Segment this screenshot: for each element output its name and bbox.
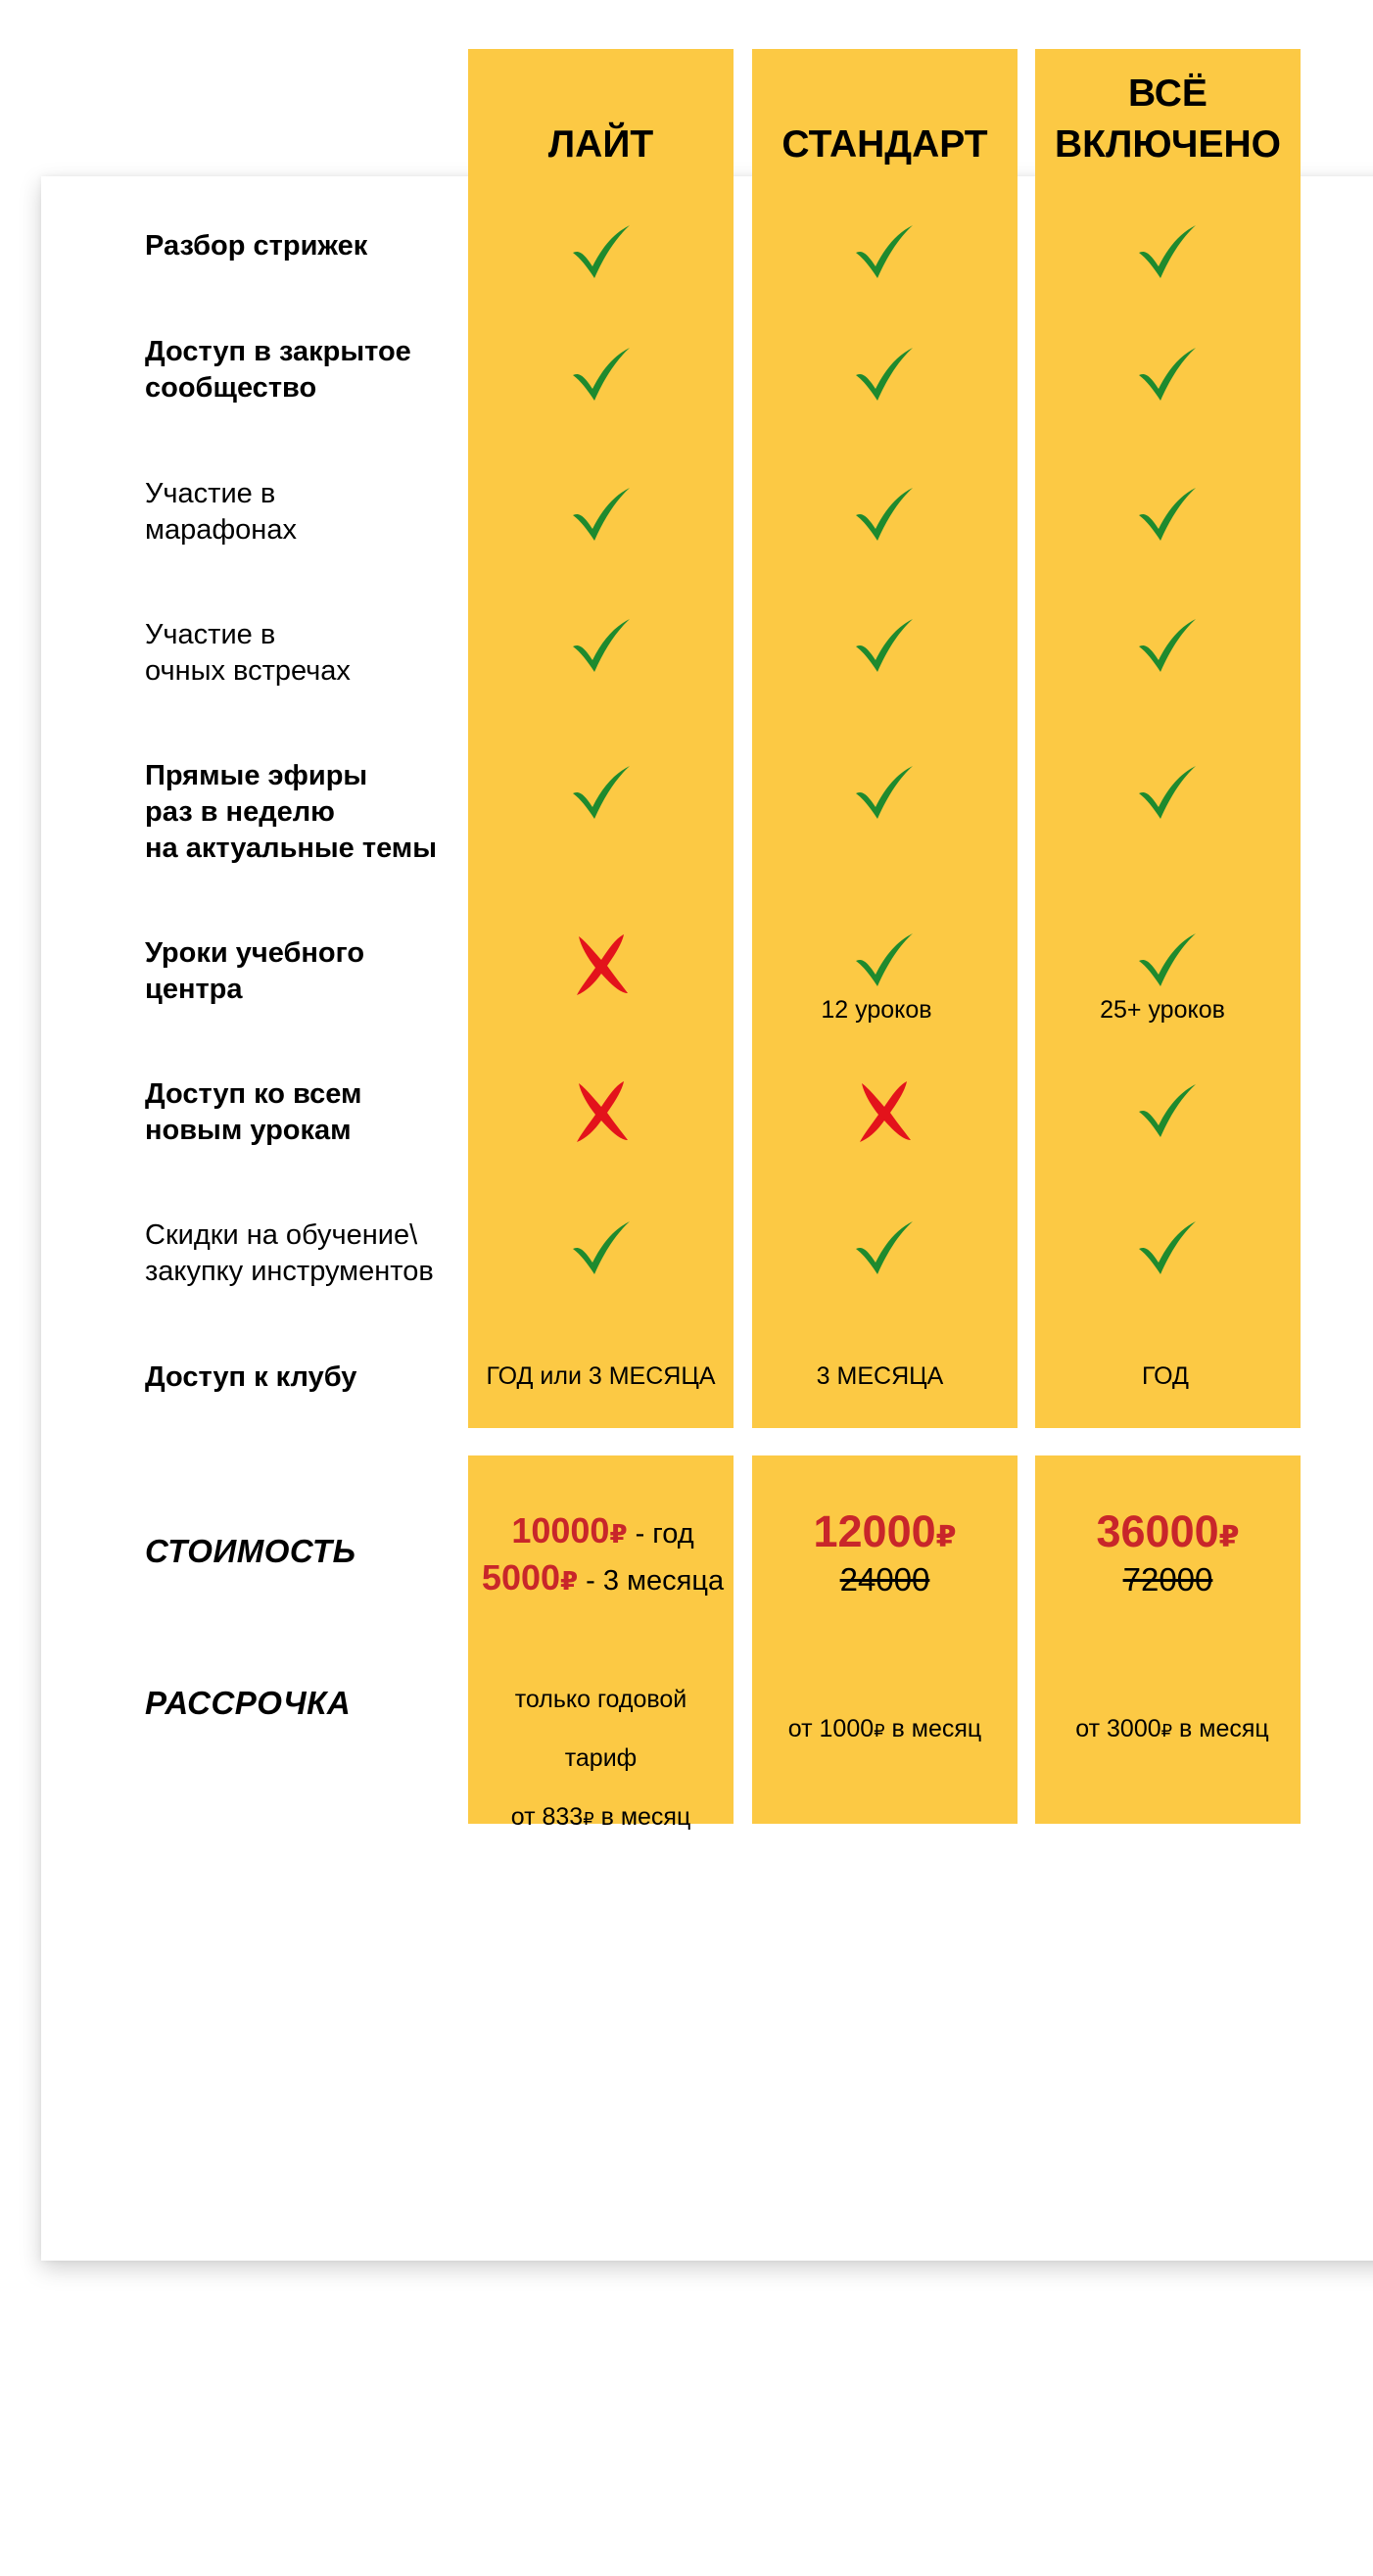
- installment-all-inclusive: [1035, 1685, 1309, 1745]
- price-value: 5000: [481, 1557, 561, 1598]
- price-all-inclusive: [1035, 1506, 1301, 1568]
- check-icon: [1137, 1219, 1198, 1278]
- check-icon: [854, 931, 915, 990]
- lessons-note-all-inclusive: 25+ уроков: [1100, 996, 1225, 1024]
- check-icon: [571, 223, 632, 282]
- check-icon: [1137, 617, 1198, 676]
- check-icon: [1137, 486, 1198, 545]
- check-icon: [571, 764, 632, 823]
- access-value-all-inclusive: ГОД: [1142, 1362, 1189, 1390]
- feature-label: Доступ в закрытое сообщество: [145, 336, 411, 404]
- check-icon: [1137, 764, 1198, 823]
- installment-amount: от 1000: [787, 1715, 875, 1742]
- check-icon: [854, 1219, 915, 1278]
- access-value-standard: 3 МЕСЯЦА: [816, 1362, 944, 1390]
- price-value: 10000: [511, 1510, 610, 1550]
- ruble-sign: ₽: [1160, 1721, 1173, 1741]
- check-icon: [571, 617, 632, 676]
- price-value: 12000: [813, 1506, 936, 1556]
- ruble-sign: ₽: [935, 1521, 957, 1553]
- ruble-sign: ₽: [560, 1566, 579, 1596]
- price-value: 36000: [1096, 1506, 1219, 1556]
- installment-line: тариф: [564, 1744, 638, 1772]
- price-suffix: - год: [627, 1518, 694, 1550]
- cross-icon: [856, 1079, 913, 1144]
- plan-name-standard: СТАНДАРТ: [781, 123, 988, 166]
- price-lite-year: [468, 1511, 737, 1553]
- check-icon: [1137, 931, 1198, 990]
- plan-name-all-inclusive: ВСЁ ВКЛЮЧЕНО: [1055, 72, 1281, 166]
- check-icon: [854, 223, 915, 282]
- installment-period: в месяц: [593, 1803, 691, 1831]
- ruble-sign: ₽: [583, 1809, 594, 1829]
- ruble-sign: ₽: [1218, 1521, 1240, 1553]
- check-icon: [571, 346, 632, 405]
- price-label: СТОИМОСТЬ: [145, 1533, 356, 1569]
- feature-label: Участие в очных встречах: [145, 619, 351, 687]
- old-price-standard: 24000: [839, 1561, 930, 1598]
- cross-icon: [573, 932, 630, 997]
- check-icon: [1137, 346, 1198, 405]
- installment-label: РАССРОЧКА: [145, 1685, 352, 1721]
- installment-amount: от 3000: [1075, 1715, 1161, 1742]
- check-icon: [854, 486, 915, 545]
- check-icon: [1137, 1082, 1198, 1141]
- installment-line: только годовой: [514, 1686, 687, 1713]
- access-label: Доступ к клубу: [145, 1361, 357, 1393]
- feature-label: Скидки на обучение\ закупку инструментов: [145, 1219, 434, 1287]
- price-lite-quarter: [468, 1558, 737, 1600]
- installment-line: [468, 1802, 734, 1834]
- feature-label: Прямые эфиры раз в неделю на актуальные темы: [145, 760, 438, 864]
- check-icon: [571, 486, 632, 545]
- price-suffix: - 3 месяца: [578, 1565, 725, 1597]
- plan-name-lite: ЛАЙТ: [547, 123, 654, 166]
- access-value-lite: ГОД или 3 МЕСЯЦА: [486, 1362, 716, 1390]
- installment-standard: [752, 1685, 1018, 1745]
- check-icon: [1137, 223, 1198, 282]
- ruble-sign: ₽: [609, 1519, 628, 1549]
- lessons-note-standard: 12 уроков: [821, 996, 932, 1024]
- check-icon: [571, 1219, 632, 1278]
- ruble-sign: ₽: [874, 1721, 885, 1741]
- installment-amount: от 833: [510, 1803, 584, 1831]
- installment-period: в месяц: [884, 1715, 982, 1742]
- cross-icon: [573, 1079, 630, 1144]
- feature-label: Доступ ко всем новым урокам: [145, 1078, 362, 1146]
- installment-period: в месяц: [1172, 1715, 1269, 1742]
- feature-label: Уроки учебного центра: [145, 937, 365, 1005]
- check-icon: [854, 346, 915, 405]
- price-standard: [752, 1506, 1018, 1568]
- old-price-all-inclusive: 72000: [1122, 1561, 1213, 1598]
- check-icon: [854, 764, 915, 823]
- feature-label: Участие в марафонах: [145, 478, 297, 546]
- installment-lite: [468, 1655, 734, 1863]
- check-icon: [854, 617, 915, 676]
- feature-label: Разбор стрижек: [145, 230, 368, 262]
